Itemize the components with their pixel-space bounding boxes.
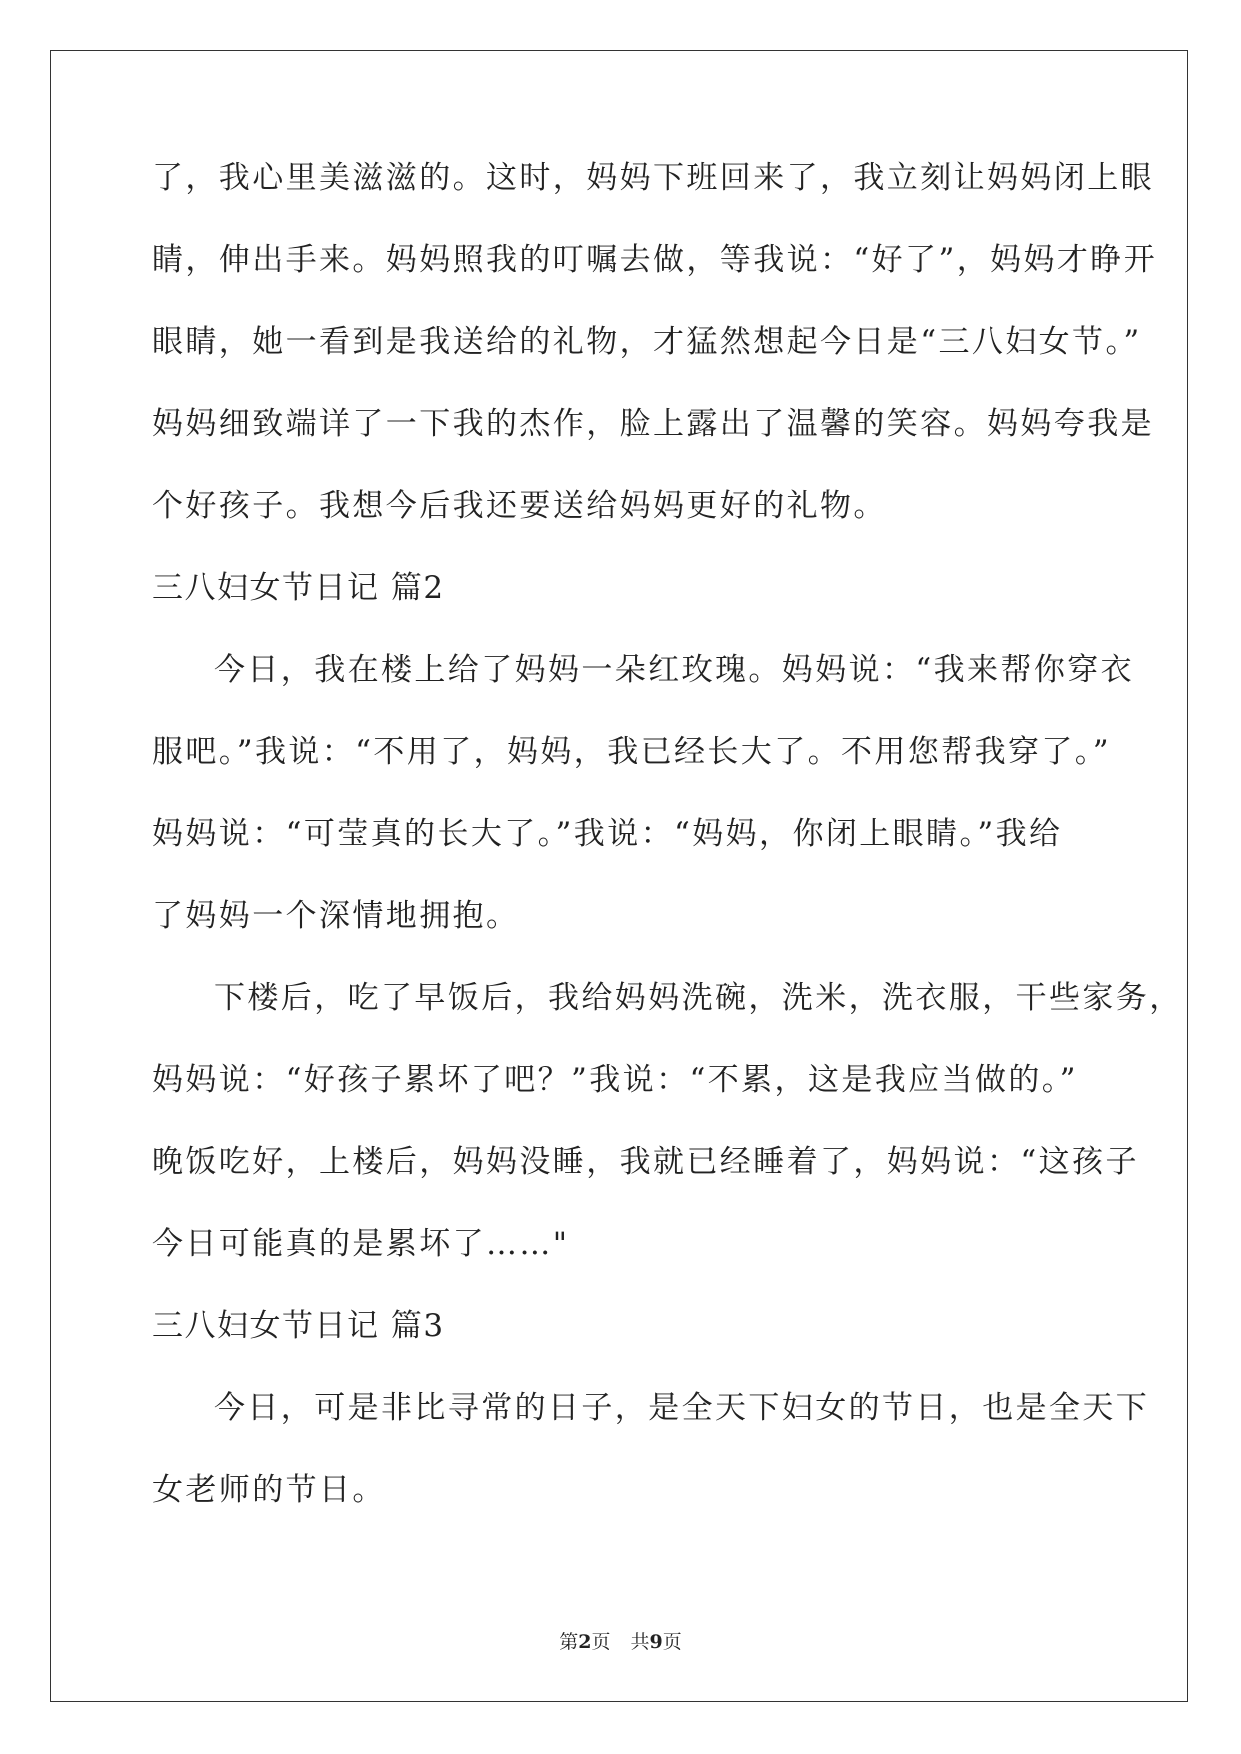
body-line: 妈妈说：“好孩子累坏了吧？”我说：“不累，这是我应当做的。”: [152, 1062, 1078, 1098]
page-total: 9: [649, 1631, 663, 1653]
body-line: 个好孩子。我想今后我还要送给妈妈更好的礼物。: [152, 488, 887, 524]
section-heading-3: 三八妇女节日记 篇3: [152, 1308, 445, 1344]
paragraph-start: 下楼后，吃了早饭后，我给妈妈洗碗，洗米，洗衣服，干些家务，: [214, 980, 1183, 1016]
total-unit: 页: [662, 1631, 682, 1653]
body-line: 女老师的节日。: [152, 1472, 386, 1508]
body-line: 妈妈细致端详了一下我的杰作，脸上露出了温馨的笑容。妈妈夸我是: [152, 406, 1154, 442]
page-current: 2: [578, 1631, 592, 1653]
body-line: 晚饭吃好，上楼后，妈妈没睡，我就已经睡着了，妈妈说：“这孩子: [152, 1144, 1139, 1180]
page-footer: [0, 1627, 1241, 1654]
paragraph-start: 今日，可是非比寻常的日子，是全天下妇女的节日，也是全天下: [214, 1390, 1150, 1426]
page-prefix: 第: [559, 1631, 579, 1653]
page-unit: 页: [591, 1631, 611, 1653]
body-line: 了妈妈一个深情地拥抱。: [152, 898, 520, 934]
total-prefix: 共: [630, 1631, 650, 1653]
document-body: [152, 158, 1183, 1552]
body-line: 妈妈说：“可莹真的长大了。”我说：“妈妈，你闭上眼睛。”我给: [152, 816, 1063, 852]
paragraph-start: 今日，我在楼上给了妈妈一朵红玫瑰。妈妈说：“我来帮你穿衣: [214, 652, 1135, 688]
body-line: 今日可能真的是累坏了……": [152, 1226, 570, 1262]
body-line: 睛，伸出手来。妈妈照我的叮嘱去做，等我说：“好了”，妈妈才睁开: [152, 242, 1158, 278]
body-line: 了，我心里美滋滋的。这时，妈妈下班回来了，我立刻让妈妈闭上眼: [152, 160, 1154, 196]
body-line: 眼睛，她一看到是我送给的礼物，才猛然想起今日是“三八妇女节。”: [152, 324, 1142, 360]
section-heading-2: 三八妇女节日记 篇2: [152, 570, 445, 606]
body-line: 服吧。”我说：“不用了，妈妈，我已经长大了。不用您帮我穿了。”: [152, 734, 1111, 770]
